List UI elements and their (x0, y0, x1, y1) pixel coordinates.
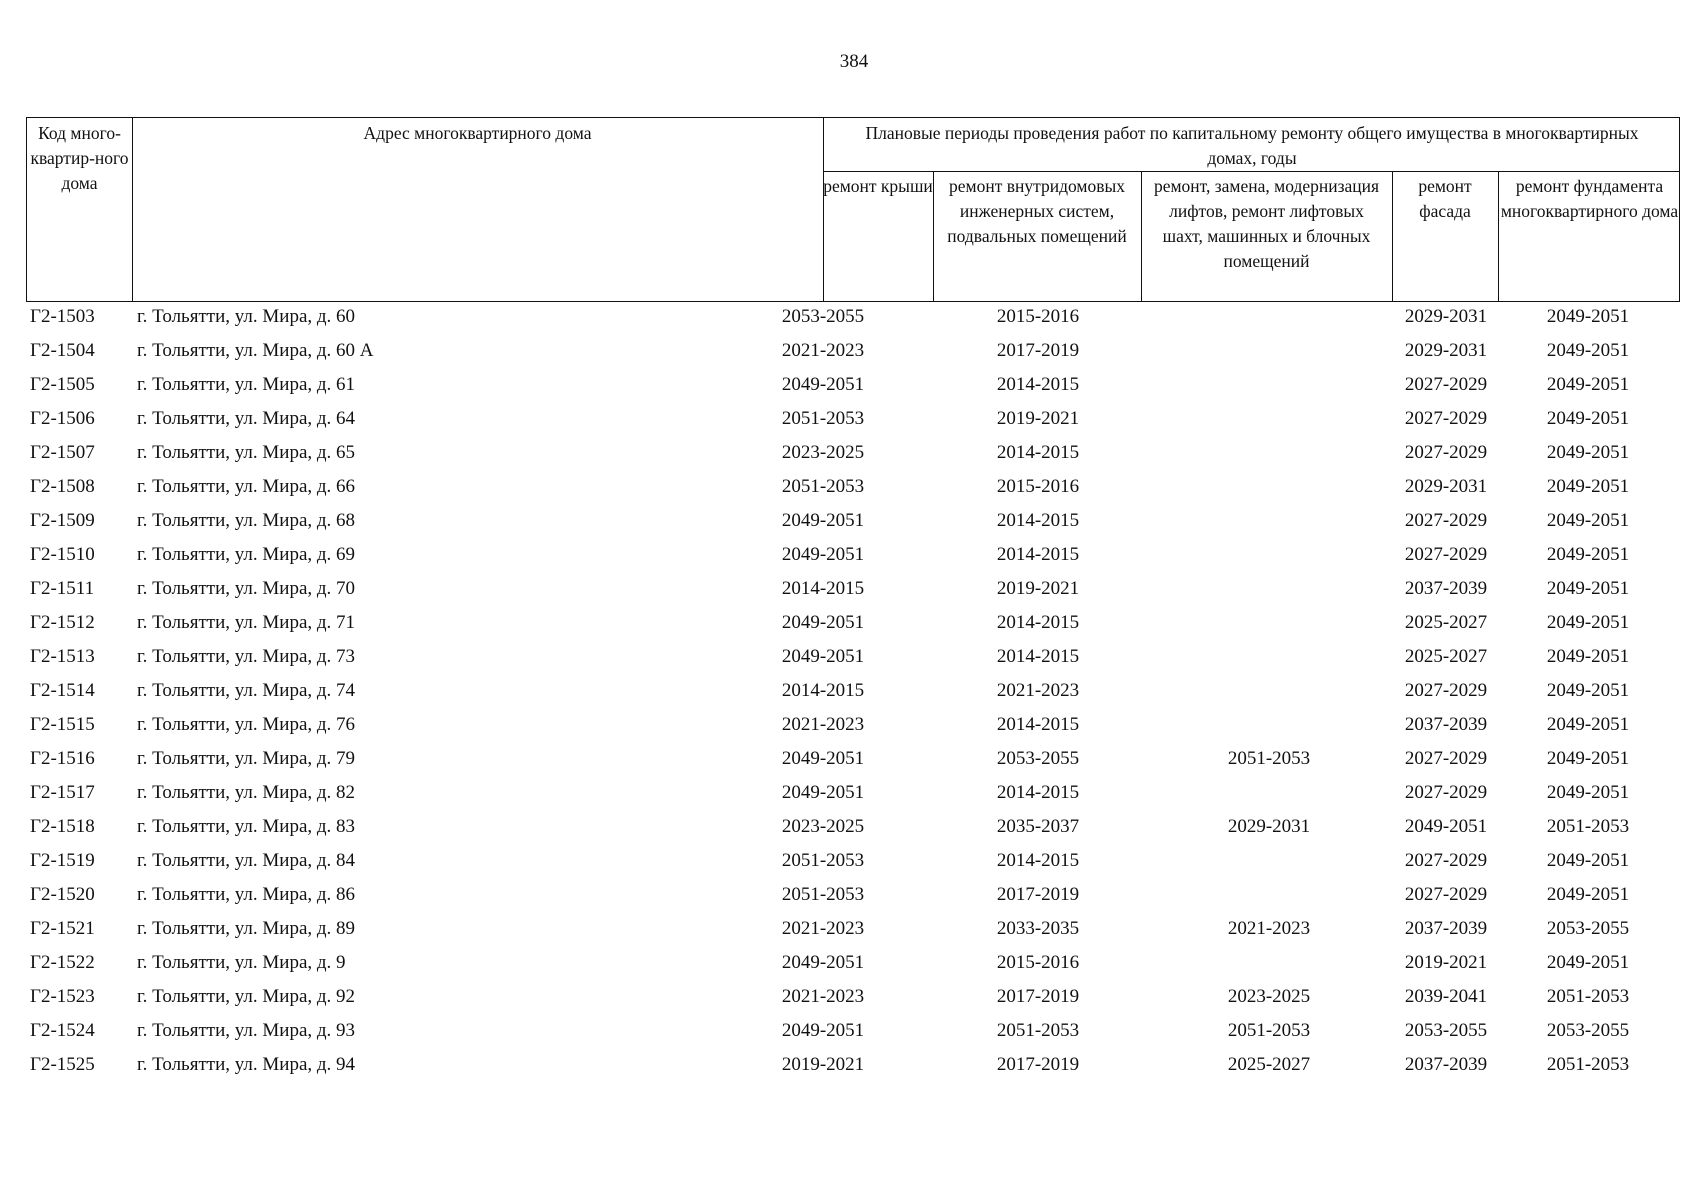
table-row: Г2-1524 г. Тольятти, ул. Мира, д. 93 2049-2051 2051-2053 2051-2053 2053-2055 2053-2055 (26, 1016, 1680, 1050)
header-foundation: ремонт фундамента многоквартирного дома (1500, 176, 1679, 221)
row-code: Г2-1512 (30, 612, 95, 633)
row-address: г. Тольятти, ул. Мира, д. 60 А (137, 340, 374, 361)
row-address: г. Тольятти, ул. Мира, д. 70 (137, 578, 356, 599)
row-address: г. Тольятти, ул. Мира, д. 83 (137, 816, 356, 837)
row-address: г. Тольятти, ул. Мира, д. 84 (137, 850, 356, 871)
table-header (26, 117, 1680, 302)
row-code: Г2-1520 (30, 884, 95, 905)
row-address: г. Тольятти, ул. Мира, д. 92 (137, 986, 356, 1007)
row-code: Г2-1519 (30, 850, 95, 871)
row-address: г. Тольятти, ул. Мира, д. 71 (137, 612, 356, 633)
page-number: 384 (839, 51, 869, 72)
table-row: Г2-1515 г. Тольятти, ул. Мира, д. 76 2021-2023 2014-2015 2037-2039 2049-2051 (26, 710, 1680, 744)
table-row: Г2-1504 г. Тольятти, ул. Мира, д. 60 А 2021-2023 2017-2019 2029-2031 2049-2051 (26, 336, 1680, 370)
row-code: Г2-1510 (30, 544, 95, 565)
row-address: г. Тольятти, ул. Мира, д. 69 (137, 544, 356, 565)
table-row: Г2-1503 г. Тольятти, ул. Мира, д. 60 2053-2055 2015-2016 2029-2031 2049-2051 (26, 302, 1680, 336)
table-row: Г2-1525 г. Тольятти, ул. Мира, д. 94 2019-2021 2017-2019 2025-2027 2037-2039 2051-2053 (26, 1050, 1680, 1084)
table-row: Г2-1521 г. Тольятти, ул. Мира, д. 89 2021-2023 2033-2035 2021-2023 2037-2039 2053-2055 (26, 914, 1680, 948)
row-code: Г2-1504 (30, 340, 95, 361)
table-row: Г2-1508 г. Тольятти, ул. Мира, д. 66 2051-2053 2015-2016 2029-2031 2049-2051 (26, 472, 1680, 506)
row-address: г. Тольятти, ул. Мира, д. 76 (137, 714, 356, 735)
table-row: Г2-1507 г. Тольятти, ул. Мира, д. 65 2023-2025 2014-2015 2027-2029 2049-2051 (26, 438, 1680, 472)
table-row: Г2-1514 г. Тольятти, ул. Мира, д. 74 2014-2015 2021-2023 2027-2029 2049-2051 (26, 676, 1680, 710)
table-row: Г2-1523 г. Тольятти, ул. Мира, д. 92 2021-2023 2017-2019 2023-2025 2039-2041 2051-2053 (26, 982, 1680, 1016)
row-address: г. Тольятти, ул. Мира, д. 93 (137, 1020, 356, 1041)
header-roof: ремонт крыши (823, 176, 933, 196)
row-address: г. Тольятти, ул. Мира, д. 66 (137, 476, 356, 497)
table-row: Г2-1522 г. Тольятти, ул. Мира, д. 9 2049-2051 2015-2016 2019-2021 2049-2051 (26, 948, 1680, 982)
row-code: Г2-1524 (30, 1020, 95, 1041)
row-code: Г2-1515 (30, 714, 95, 735)
table-row: Г2-1506 г. Тольятти, ул. Мира, д. 64 2051-2053 2019-2021 2027-2029 2049-2051 (26, 404, 1680, 438)
row-address: г. Тольятти, ул. Мира, д. 68 (137, 510, 356, 531)
row-code: Г2-1522 (30, 952, 95, 973)
row-address: г. Тольятти, ул. Мира, д. 61 (137, 374, 356, 395)
table-row: Г2-1511 г. Тольятти, ул. Мира, д. 70 2014-2015 2019-2021 2037-2039 2049-2051 (26, 574, 1680, 608)
row-code: Г2-1525 (30, 1054, 95, 1075)
table-row: Г2-1513 г. Тольятти, ул. Мира, д. 73 2049-2051 2014-2015 2025-2027 2049-2051 (26, 642, 1680, 676)
row-address: г. Тольятти, ул. Мира, д. 65 (137, 442, 356, 463)
table-row: Г2-1516 г. Тольятти, ул. Мира, д. 79 2049-2051 2053-2055 2051-2053 2027-2029 2049-2051 (26, 744, 1680, 778)
row-code: Г2-1508 (30, 476, 95, 497)
row-code: Г2-1506 (30, 408, 95, 429)
row-address: г. Тольятти, ул. Мира, д. 79 (137, 748, 356, 769)
row-address: г. Тольятти, ул. Мира, д. 64 (137, 408, 356, 429)
row-address: г. Тольятти, ул. Мира, д. 94 (137, 1054, 356, 1075)
row-address: г. Тольятти, ул. Мира, д. 89 (137, 918, 356, 939)
row-code: Г2-1521 (30, 918, 95, 939)
row-code: Г2-1513 (30, 646, 95, 667)
row-address: г. Тольятти, ул. Мира, д. 82 (137, 782, 356, 803)
header-lifts: ремонт, замена, модернизация лифтов, ремонт лифтовых шахт, машинных и блочных помещений (1153, 176, 1380, 271)
row-address: г. Тольятти, ул. Мира, д. 9 (137, 952, 346, 973)
row-code: Г2-1518 (30, 816, 95, 837)
table-row: Г2-1520 г. Тольятти, ул. Мира, д. 86 2051-2053 2017-2019 2027-2029 2049-2051 (26, 880, 1680, 914)
header-internal-systems: ремонт внутридомовых инженерных систем, подвальных помещений (947, 176, 1127, 246)
header-code: Код много-квартир-ного дома (30, 123, 129, 193)
header-periods: Плановые периоды проведения работ по капитальному ремонту общего имущества в многоквартирных домах, годы (865, 123, 1639, 168)
header-facade: ремонт фасада (1418, 176, 1472, 221)
row-code: Г2-1507 (30, 442, 95, 463)
row-code: Г2-1505 (30, 374, 95, 395)
row-code: Г2-1503 (30, 306, 95, 327)
table-body (26, 302, 1680, 1084)
header-address: Адрес многоквартирного дома (363, 123, 592, 143)
table-row: Г2-1509 г. Тольятти, ул. Мира, д. 68 2049-2051 2014-2015 2027-2029 2049-2051 (26, 506, 1680, 540)
row-code: Г2-1511 (30, 578, 95, 599)
table-row: Г2-1510 г. Тольятти, ул. Мира, д. 69 2049-2051 2014-2015 2027-2029 2049-2051 (26, 540, 1680, 574)
row-address: г. Тольятти, ул. Мира, д. 73 (137, 646, 356, 667)
table-row: Г2-1505 г. Тольятти, ул. Мира, д. 61 2049-2051 2014-2015 2027-2029 2049-2051 (26, 370, 1680, 404)
row-code: Г2-1516 (30, 748, 95, 769)
table-row: Г2-1518 г. Тольятти, ул. Мира, д. 83 2023-2025 2035-2037 2029-2031 2049-2051 2051-2053 (26, 812, 1680, 846)
row-address: г. Тольятти, ул. Мира, д. 86 (137, 884, 356, 905)
row-address: г. Тольятти, ул. Мира, д. 74 (137, 680, 356, 701)
row-code: Г2-1514 (30, 680, 95, 701)
row-code: Г2-1517 (30, 782, 95, 803)
table-row: Г2-1519 г. Тольятти, ул. Мира, д. 84 2051-2053 2014-2015 2027-2029 2049-2051 (26, 846, 1680, 880)
row-address: г. Тольятти, ул. Мира, д. 60 (137, 306, 356, 327)
table-row: Г2-1517 г. Тольятти, ул. Мира, д. 82 2049-2051 2014-2015 2027-2029 2049-2051 (26, 778, 1680, 812)
table-row: Г2-1512 г. Тольятти, ул. Мира, д. 71 2049-2051 2014-2015 2025-2027 2049-2051 (26, 608, 1680, 642)
row-code: Г2-1523 (30, 986, 95, 1007)
row-code: Г2-1509 (30, 510, 95, 531)
